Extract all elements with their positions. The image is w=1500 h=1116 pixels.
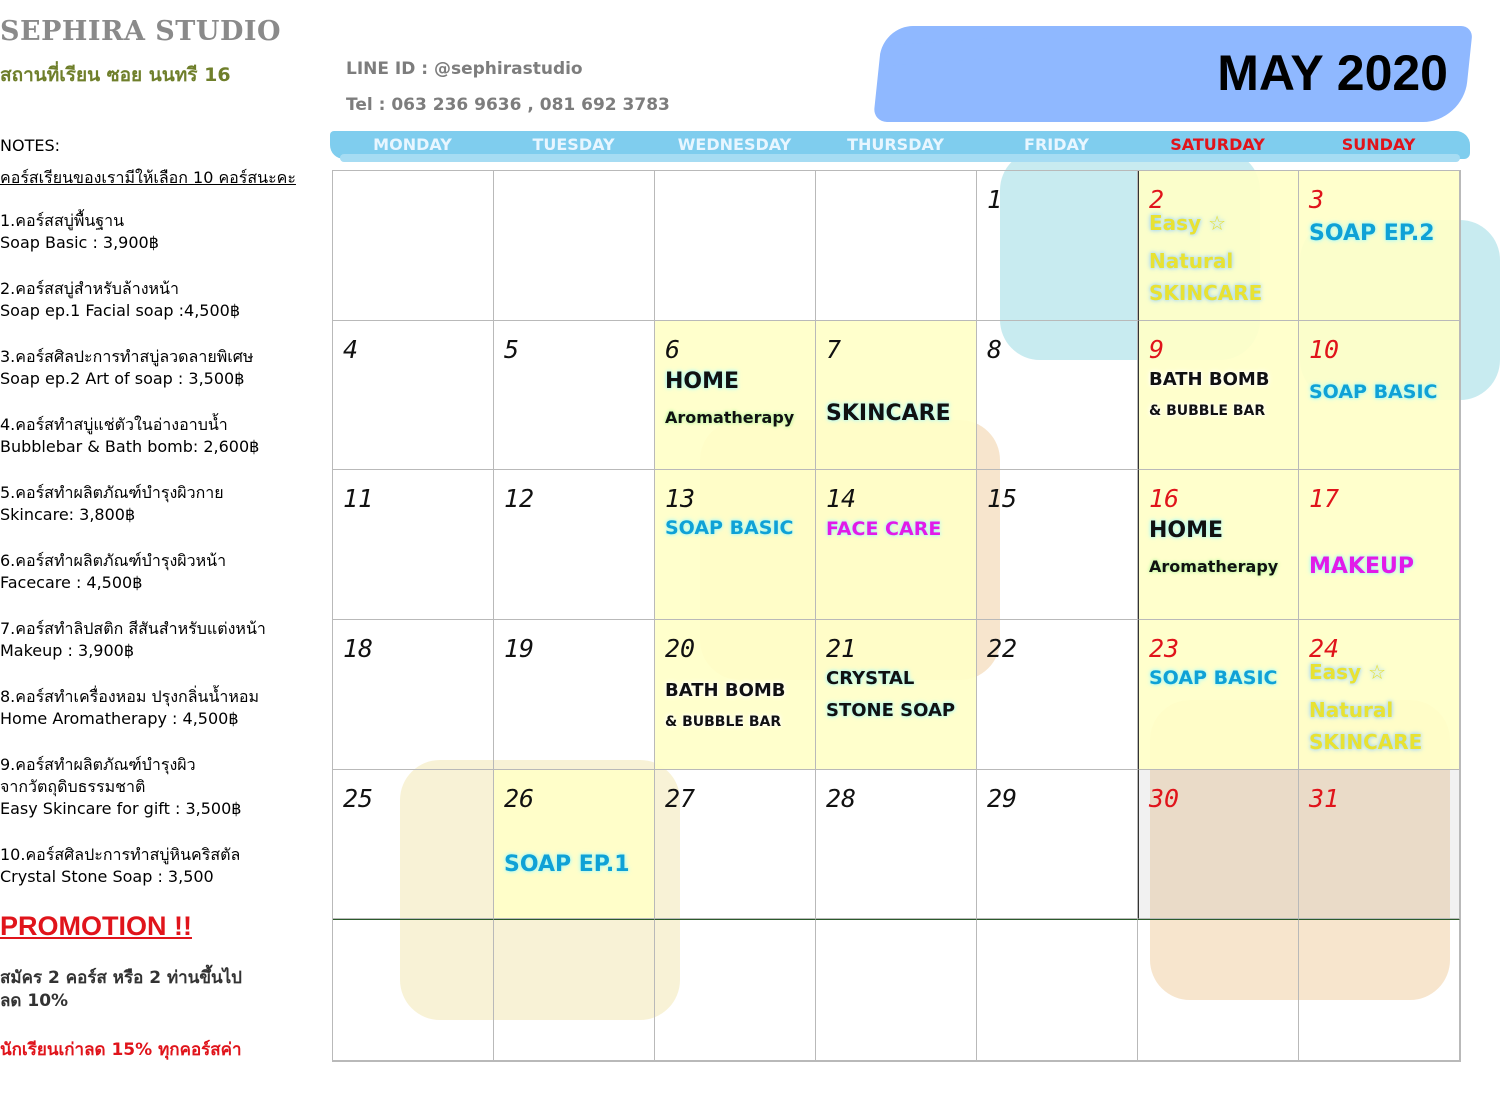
course-price: Home Aromatherapy : 4,500฿	[0, 709, 239, 728]
calendar-cell	[816, 620, 977, 770]
course-name: 8.คอร์สทำเครื่องหอม ปรุงกลิ่นน้ำหอม	[0, 687, 260, 706]
calendar-cell	[816, 470, 977, 620]
calendar-cell	[1138, 470, 1299, 620]
calendar-cell	[977, 470, 1138, 620]
calendar-cell	[1299, 470, 1460, 620]
course-name: 9.คอร์สทำผลิตภัณฑ์บำรุงผิว	[0, 755, 196, 774]
calendar-cell	[816, 321, 977, 470]
course-event-label: SKINCARE	[1149, 281, 1263, 305]
course-event-label: Natural	[1309, 698, 1394, 722]
calendar-cell	[977, 770, 1138, 919]
calendar-cell	[977, 171, 1138, 321]
course-price: Easy Skincare for gift : 3,500฿	[0, 799, 242, 818]
contact-line-id: LINE ID : @sephirastudio	[346, 59, 583, 79]
course-event-label: SOAP BASIC	[1149, 667, 1278, 689]
course-event-label: Easy ☆	[1149, 211, 1226, 235]
course-event-label: FACE CARE	[826, 518, 942, 540]
brand-location: สถานที่เรียน ซอย นนทรี 16	[0, 64, 231, 86]
calendar-grid	[332, 170, 1461, 1062]
course-event-label: SOAP EP.2	[1309, 221, 1435, 246]
course-event-label: Aromatherapy	[1149, 557, 1279, 576]
course-event-label: SKINCARE	[826, 401, 951, 426]
brand-name: SEPHIRA STUDIO	[0, 16, 282, 47]
course-price: Makeup : 3,900฿	[0, 641, 134, 660]
course-price: Bubblebar & Bath bomb: 2,600฿	[0, 437, 260, 456]
course-item	[0, 482, 224, 526]
weekday-label: SUNDAY	[1341, 135, 1416, 154]
course-event-label: SOAP BASIC	[665, 517, 794, 539]
weekday-label: FRIDAY	[1024, 135, 1089, 154]
course-event-label: & BUBBLE BAR	[665, 714, 782, 730]
day-number: 8	[987, 335, 1003, 364]
day-number: 26	[504, 784, 535, 813]
calendar-cell	[1138, 620, 1299, 770]
course-event-label: HOME	[665, 369, 740, 394]
calendar-cell	[655, 470, 816, 620]
calendar-cell	[655, 770, 816, 919]
day-number: 30	[1149, 784, 1180, 813]
course-event-label: STONE SOAP	[826, 700, 956, 721]
promotion-text	[0, 967, 242, 1013]
promotion-text-line: สมัคร 2 คอร์ส หรือ 2 ท่านขึ้นไป	[0, 968, 242, 988]
calendar-cell	[1299, 620, 1460, 770]
course-event-label: BATH BOMB	[1149, 369, 1270, 390]
day-number: 10	[1309, 335, 1340, 364]
course-price: Soap Basic : 3,900฿	[0, 233, 159, 252]
day-number: 1	[987, 185, 1003, 214]
calendar-cell	[1299, 321, 1460, 470]
calendar-cell	[1138, 171, 1299, 321]
weekday-label: THURSDAY	[847, 135, 944, 154]
course-event-label: Easy ☆	[1309, 660, 1386, 684]
calendar-cell	[333, 620, 494, 770]
calendar-cell	[977, 919, 1138, 1061]
contact-tel: Tel : 063 236 9636 , 081 692 3783	[346, 95, 670, 115]
day-number: 4	[343, 335, 359, 364]
course-event-label: HOME	[1149, 518, 1224, 543]
course-name: 2.คอร์สสบู่สำหรับล้างหน้า	[0, 279, 179, 298]
calendar-cell	[1299, 919, 1460, 1061]
calendar-cell	[333, 321, 494, 470]
course-event-label: SKINCARE	[1309, 730, 1423, 754]
course-name: จากวัตถุดิบธรรมชาติ	[0, 777, 146, 796]
calendar-cell	[816, 919, 977, 1061]
weekday-label: TUESDAY	[532, 135, 615, 154]
weekday-label: WEDNESDAY	[677, 135, 792, 154]
day-number: 16	[1149, 484, 1180, 513]
promotion-old-student: นักเรียนเก่าลด 15% ทุกคอร์สค่า	[0, 1040, 242, 1060]
month-title: MAY 2020	[1217, 45, 1448, 101]
course-price: Soap ep.2 Art of soap : 3,500฿	[0, 369, 245, 388]
weekday-label: MONDAY	[373, 135, 452, 154]
day-number: 9	[1149, 335, 1165, 364]
calendar-cell	[977, 321, 1138, 470]
course-name: 10.คอร์สศิลปะการทำสบู่หินคริสตัล	[0, 845, 241, 864]
course-event-label: CRYSTAL	[826, 668, 915, 689]
course-event-label: SOAP BASIC	[1309, 381, 1438, 403]
course-price: Facecare : 4,500฿	[0, 573, 143, 592]
calendar-cell	[655, 321, 816, 470]
calendar-cell	[816, 171, 977, 321]
day-number: 31	[1309, 784, 1340, 813]
course-name: 6.คอร์สทำผลิตภัณฑ์บำรุงผิวหน้า	[0, 551, 227, 570]
calendar-cell	[977, 620, 1138, 770]
calendar-cell	[333, 171, 494, 321]
course-item	[0, 550, 226, 594]
calendar-cell	[655, 171, 816, 321]
course-item	[0, 754, 241, 820]
day-number: 13	[665, 484, 696, 513]
course-event-label: Aromatherapy	[665, 408, 795, 427]
calendar-cell	[333, 770, 494, 919]
course-item	[0, 844, 240, 888]
course-item	[0, 618, 266, 662]
course-price: Soap ep.1 Facial soap :4,500฿	[0, 301, 241, 320]
course-name: 1.คอร์สสบู่พื้นฐาน	[0, 211, 125, 230]
course-name: 3.คอร์สศิลปะการทำสบู่ลวดลายพิเศษ	[0, 347, 254, 366]
notes-intro: คอร์สเรียนของเรามีให้เลือก 10 คอร์สนะคะ	[0, 168, 296, 187]
course-name: 5.คอร์สทำผลิตภัณฑ์บำรุงผิวกาย	[0, 483, 224, 502]
course-event-label: Natural	[1149, 249, 1234, 273]
course-event-label: MAKEUP	[1309, 554, 1414, 579]
notes-label: NOTES:	[0, 136, 60, 155]
course-price: Crystal Stone Soap : 3,500	[0, 867, 214, 886]
day-number: 29	[987, 784, 1018, 813]
promotion-title: PROMOTION !!	[0, 911, 192, 941]
day-number: 15	[987, 484, 1018, 513]
promotion-text-line: ลด 10%	[0, 991, 69, 1011]
day-number: 11	[343, 484, 374, 513]
calendar-cell	[494, 919, 655, 1061]
day-number: 24	[1309, 634, 1340, 663]
day-number: 21	[826, 634, 857, 663]
day-number: 3	[1309, 185, 1325, 214]
course-name: 7.คอร์สทำลิปสติก สีสันสำหรับแต่งหน้า	[0, 619, 266, 638]
day-number: 25	[343, 784, 374, 813]
calendar-cell	[333, 470, 494, 620]
day-number: 22	[987, 634, 1018, 663]
course-event-label: SOAP EP.1	[504, 852, 630, 877]
weekday-label: SATURDAY	[1170, 135, 1265, 154]
day-number: 2	[1149, 185, 1165, 214]
day-number: 19	[504, 634, 535, 663]
day-number: 7	[826, 335, 842, 364]
calendar-cell	[816, 770, 977, 919]
calendar-cell	[494, 171, 655, 321]
calendar-cell	[1138, 919, 1299, 1061]
day-number: 28	[826, 784, 857, 813]
course-item	[0, 346, 253, 390]
calendar-cell	[494, 470, 655, 620]
calendar-cell	[1138, 770, 1299, 919]
course-item	[0, 686, 259, 730]
day-number: 12	[504, 484, 535, 513]
calendar-cell	[655, 620, 816, 770]
calendar-cell	[655, 919, 816, 1061]
calendar-cell	[333, 919, 494, 1061]
course-event-label: & BUBBLE BAR	[1149, 403, 1266, 419]
calendar-cell	[494, 620, 655, 770]
course-item	[0, 278, 240, 322]
calendar-cell	[1299, 171, 1460, 321]
course-name: 4.คอร์สทำสบู่แช่ตัวในอ่างอาบน้ำ	[0, 415, 228, 434]
day-number: 6	[665, 335, 681, 364]
day-number: 17	[1309, 484, 1340, 513]
day-number: 20	[665, 634, 696, 663]
course-event-label: BATH BOMB	[665, 680, 786, 701]
calendar-cell	[1138, 321, 1299, 470]
course-item	[0, 414, 259, 458]
calendar-cell	[1299, 770, 1460, 919]
course-price: Skincare: 3,800฿	[0, 505, 136, 524]
day-number: 23	[1149, 634, 1180, 663]
course-item	[0, 210, 159, 254]
day-number: 14	[826, 484, 857, 513]
weekday-header-band	[340, 154, 1460, 162]
calendar-cell	[494, 321, 655, 470]
day-number: 27	[665, 784, 696, 813]
day-number: 18	[343, 634, 374, 663]
calendar-cell	[494, 770, 655, 919]
day-number: 5	[504, 335, 520, 364]
